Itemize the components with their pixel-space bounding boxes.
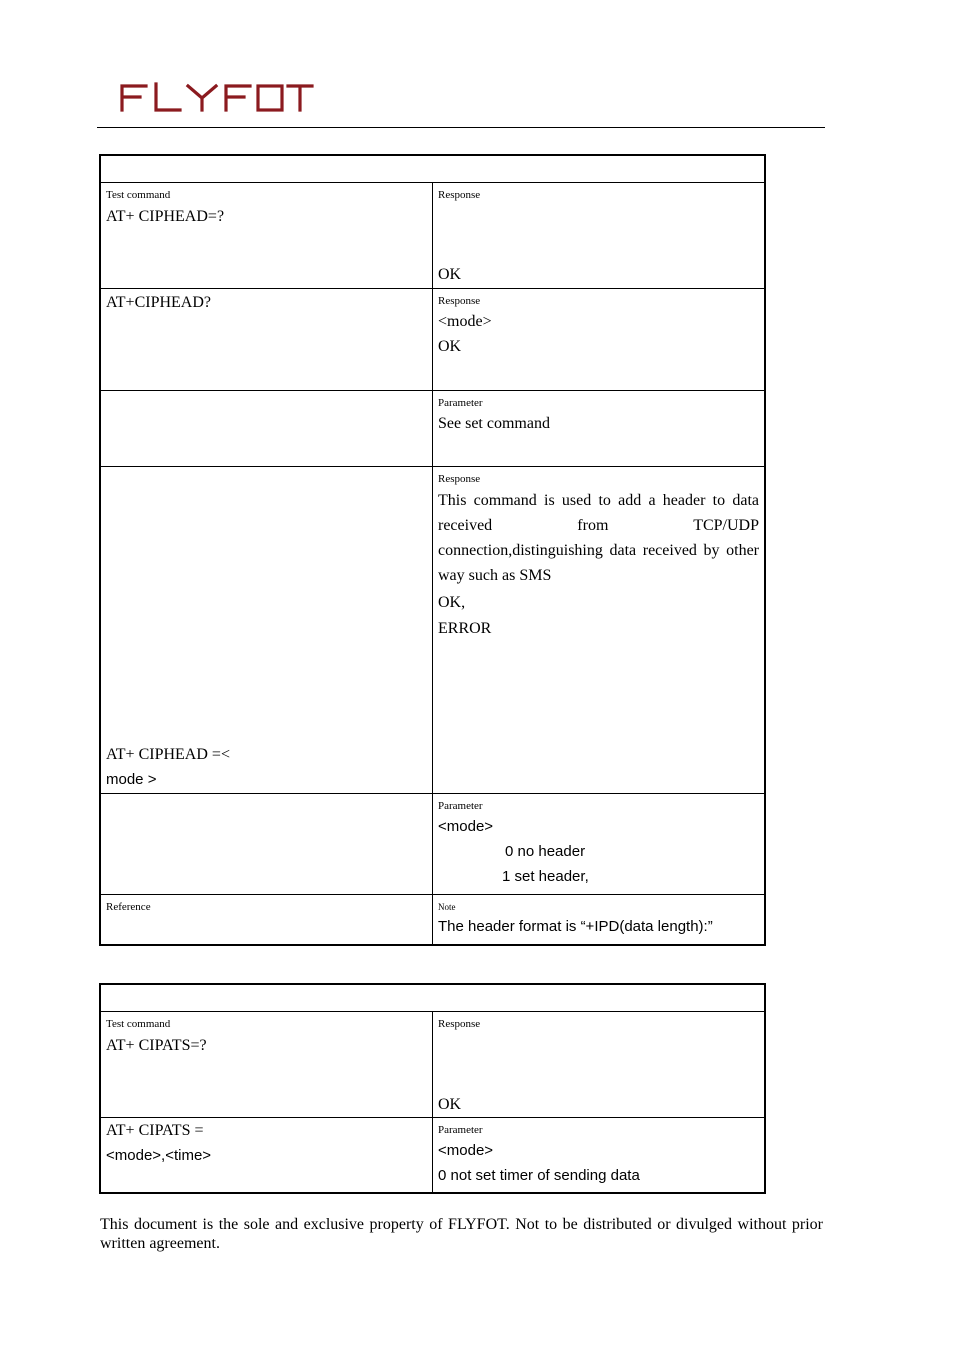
parameter-label: Parameter xyxy=(438,1123,483,1136)
ok-text: OK xyxy=(438,1095,462,1113)
ciphead-set-parameter-cell xyxy=(433,793,766,894)
mode-parameter-text: <mode> xyxy=(438,1141,494,1159)
test-command-label: Test command xyxy=(106,188,171,201)
set-command-text-line1: AT+ CIPHEAD =< xyxy=(106,745,230,763)
response-label: Response xyxy=(438,188,481,201)
footer-disclaimer: This document is the sole and exclusive property of FLYFOT. Not to be distributed or divulged without prior written agreement. xyxy=(100,1216,823,1252)
cipats-set-parameter-cell xyxy=(433,1117,766,1193)
mode-parameter-text: <mode> xyxy=(438,817,494,835)
test-command-label: Test command xyxy=(106,1017,171,1030)
test-command-text: AT+ CIPATS=? xyxy=(106,1036,207,1054)
header-divider xyxy=(97,127,825,128)
note-label: Note xyxy=(438,901,456,912)
note-cell xyxy=(433,894,766,945)
set-command-text-line2: mode > xyxy=(106,770,157,788)
empty-cell xyxy=(100,390,433,466)
note-text: The header format is “+IPD(data length):” xyxy=(438,917,713,935)
mode-text: <mode> xyxy=(438,312,492,330)
parameter-text: See set command xyxy=(438,414,550,432)
test-command-text: AT+ CIPHEAD=? xyxy=(106,207,225,225)
cipats-command-table xyxy=(99,983,766,1194)
cipats-title-row xyxy=(100,984,765,1011)
ciphead-title-row xyxy=(100,155,765,182)
flyfot-logo-icon xyxy=(118,80,314,114)
mode-0-text: 0 no header xyxy=(505,842,586,860)
ok-text: OK xyxy=(438,337,462,355)
response-label: Response xyxy=(438,472,481,485)
ciphead-read-response-cell xyxy=(433,288,766,390)
reference-cell xyxy=(100,894,433,945)
set-command-text-line1: AT+ CIPATS = xyxy=(106,1121,204,1139)
reference-label: Reference xyxy=(106,900,151,913)
parameter-label: Parameter xyxy=(438,799,483,812)
error-text: ERROR xyxy=(438,619,492,637)
ok-text: OK, xyxy=(438,593,466,611)
ciphead-command-table xyxy=(99,154,766,946)
ciphead-test-response-cell xyxy=(433,182,766,288)
company-logo xyxy=(118,80,314,114)
empty-cell xyxy=(100,793,433,894)
ciphead-set-cell xyxy=(100,466,433,793)
read-command-text: AT+CIPHEAD? xyxy=(106,293,212,311)
ciphead-set-response-cell xyxy=(433,466,766,793)
set-command-text-line2: <mode>,<time> xyxy=(106,1146,212,1164)
cipats-test-cell xyxy=(100,1011,433,1117)
cipats-test-response-cell xyxy=(433,1011,766,1117)
response-label: Response xyxy=(438,294,481,307)
ok-text: OK xyxy=(438,265,462,283)
mode-1-text: 1 set header, xyxy=(502,867,589,885)
cipats-set-cell xyxy=(100,1117,433,1193)
mode-0-text: 0 not set timer of sending data xyxy=(438,1166,640,1184)
ciphead-test-cell xyxy=(100,182,433,288)
ciphead-read-cell xyxy=(100,288,433,390)
ciphead-read-parameter-cell xyxy=(433,390,766,466)
set-description-text: This command is used to add a header to data received from TCP/UDP connection,distinguishing data received by other way such as SMS xyxy=(438,491,759,584)
response-label: Response xyxy=(438,1017,481,1030)
parameter-label: Parameter xyxy=(438,396,483,409)
